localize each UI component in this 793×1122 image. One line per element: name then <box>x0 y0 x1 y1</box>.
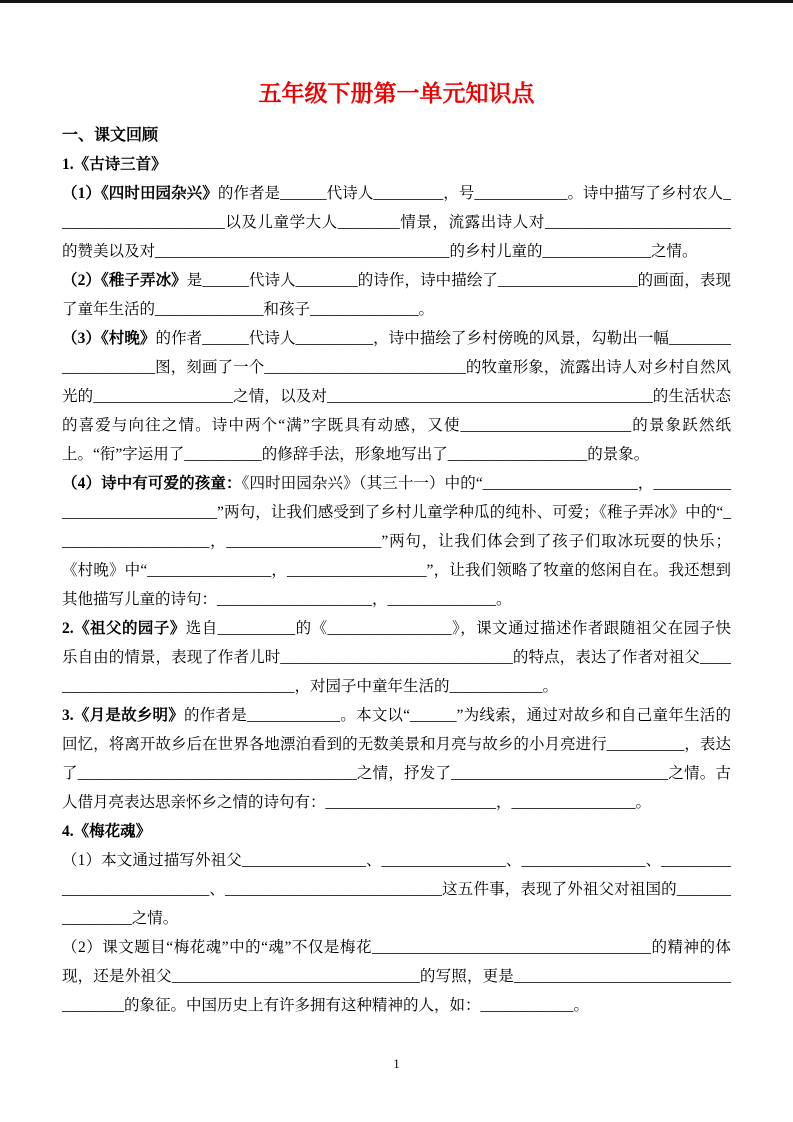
item-text: （1）本文通过描写外祖父________________、________________、________________、____________________________、____________________________这五件事，表现了外祖父对祖国的________________之情。 <box>62 852 731 927</box>
para-zhizi-nongbing <box>62 266 731 324</box>
para-meihua-hun-2 <box>62 933 731 1020</box>
item-lead: 3.《月是故乡明》 <box>62 707 185 724</box>
para-zufu-de-yuanzi <box>62 614 731 701</box>
item-text: 《四时田园杂兴》（其三十一）中的“____________________，______________________________”两句，让我们感受到了乡村儿童学种瓜的纯朴、可爱；《稚子弄冰》中的“____________________，____________________”两句，让我们体会到了孩子们取冰玩耍的快乐；《村晚》中“________________，__________________”，让我们领略了牧童的悠闲自在。我还想到其他描写儿童的诗句：____________________，______________。 <box>62 475 731 608</box>
item-text: 是______代诗人________的诗作，诗中描绘了__________________的画面，表现了童年生活的______________和孩子______________。 <box>62 272 731 318</box>
item-text: 选自__________的《________________》，课文通过描述作者跟随祖父在园子快乐自由的情景，表现了作者儿时______________________________的特点，表达了作者对祖父__________________________________，对园子中童年生活的____________。 <box>62 620 731 695</box>
item-lead: （2）《稚子弄冰》 <box>62 272 187 289</box>
para-yueshi-guxiang-ming <box>62 701 731 817</box>
document-title: 五年级下册第一单元知识点 <box>258 81 535 106</box>
item-text: 的作者是______代诗人_________，号____________。诗中描写了乡村农人______________________以及儿童学大人________情景，流露出诗人对________________________的赞美以及对______________________________________的乡村儿童的______________之情。 <box>62 185 731 260</box>
item-lead: （3）《村晚》 <box>62 330 156 347</box>
item-lead: 1.《古诗三首》 <box>62 156 167 173</box>
item-text: 的作者______代诗人__________，诗中描绘了乡村傍晚的风景，勾勒出一幅____________________图，刻画了一个__________________________的牧童形象，流露出诗人对乡村自然风光的__________________之情，以及对__________________________________________的生活状态的喜爱与向往之情。诗中两个“满”字既具有动感，又使______________________的景象跃然纸上。“衔”字运用了__________的修辞手法，形象地写出了__________________的景象。 <box>62 330 731 463</box>
page-number: 1 <box>393 1057 400 1071</box>
item-lead: 4.《梅花魂》 <box>62 823 152 840</box>
para-cunwan <box>62 324 731 469</box>
item-lead: （4）诗中有可爱的孩童： <box>62 475 242 492</box>
heading-meihua-hun <box>62 817 731 846</box>
para-keai-haitong <box>62 469 731 614</box>
para-meihua-hun-1 <box>62 846 731 933</box>
item-lead: （1）《四时田园杂兴》 <box>62 185 218 202</box>
item-text: 的作者是____________。本文以“______”为线索，通过对故乡和自己童年生活的回忆，将离开故乡后在世界各地漂泊看到的无数美景和月亮与故乡的小月亮进行__________，表达了____________________________________之情，抒发了____________________________之情。古人借月亮表达思亲怀乡之情的诗句有：______________________，________________。 <box>62 707 731 811</box>
item-text: （2）课文题目“梅花魂”中的“魂”不仅是梅花____________________________________的精神的体现，还是外祖父________________________________的写照，更是____________________________________的象征。中国历史上有许多拥有这种精神的人，如：____________。 <box>62 939 731 1014</box>
section-heading: 一、课文回顾 <box>62 127 159 144</box>
para-sishi-tianyuan-zaxing <box>62 179 731 266</box>
heading-gushi-sanshou <box>62 150 731 179</box>
item-lead: 2.《祖父的园子》 <box>62 620 186 637</box>
